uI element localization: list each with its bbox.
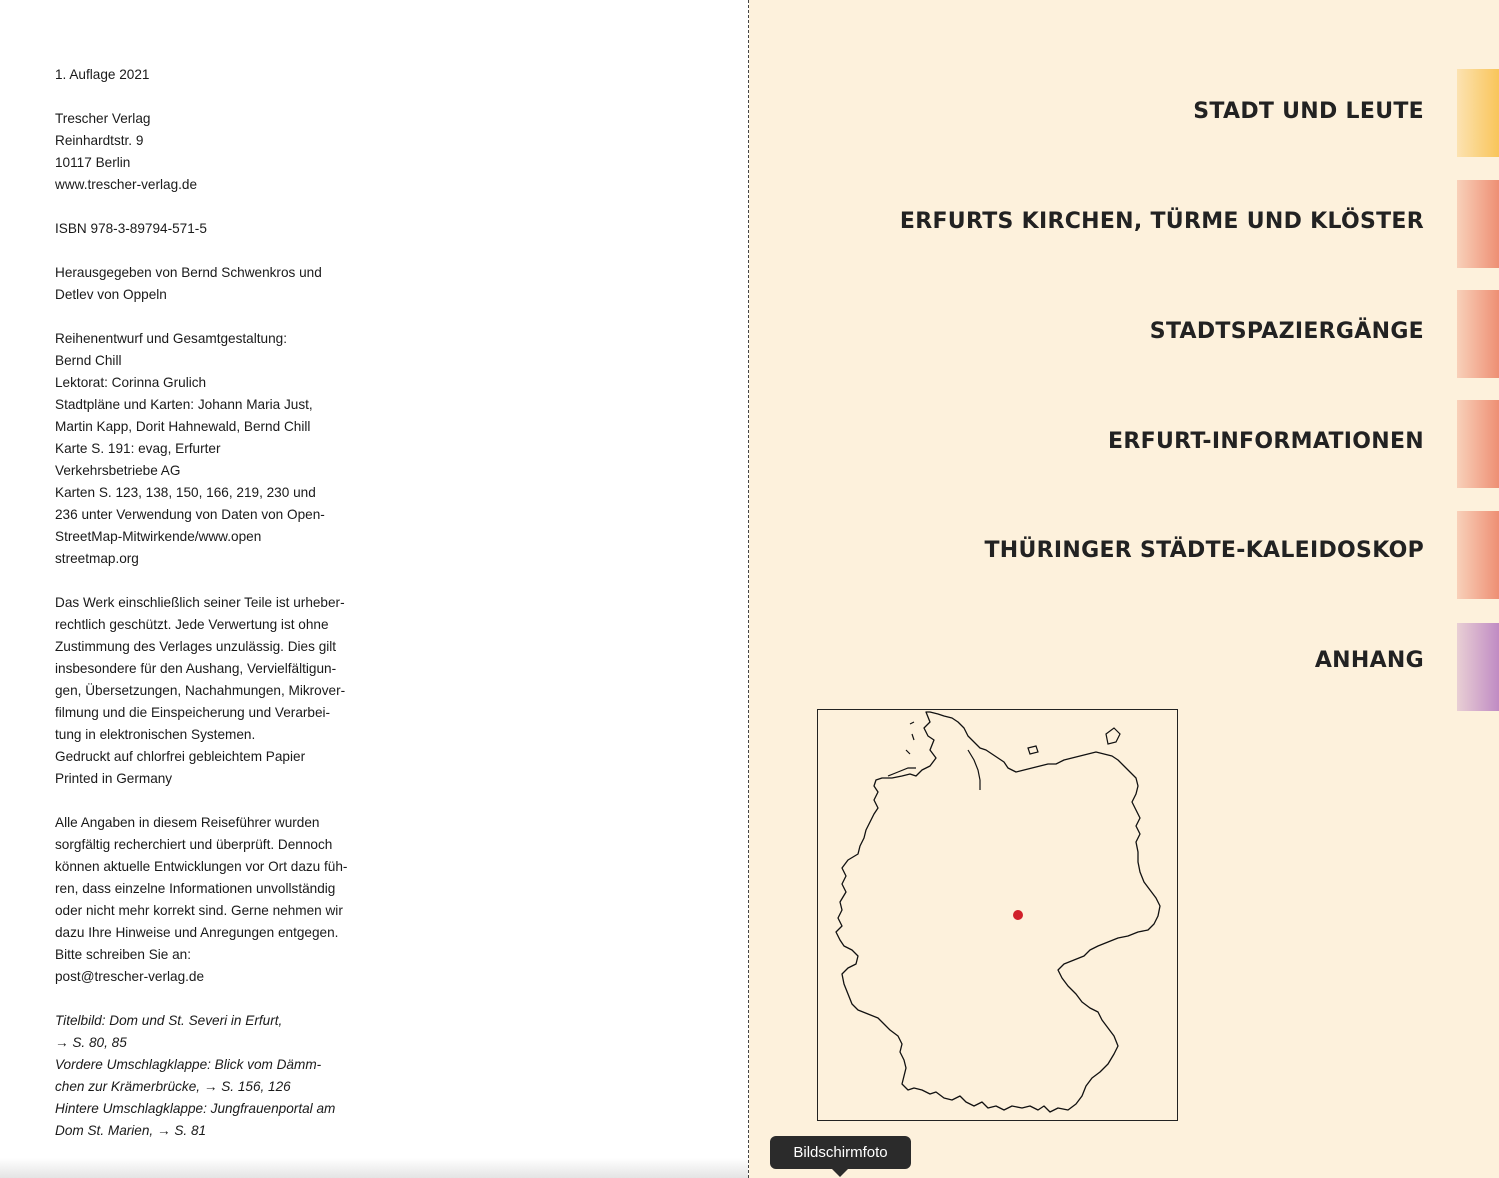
isbn-line: ISBN 978-3-89794-571-5 bbox=[55, 221, 207, 236]
germany-locator-map bbox=[817, 709, 1178, 1121]
credits-line: StreetMap-Mitwirkende/www.open bbox=[55, 529, 262, 544]
publisher-name: Trescher Verlag bbox=[55, 111, 151, 126]
toc-anhang[interactable]: ANHANG bbox=[1314, 648, 1424, 673]
disclaimer-line: Alle Angaben in diesem Reiseführer wurden bbox=[55, 815, 320, 830]
section-tab-kaleidoskop[interactable] bbox=[1457, 511, 1499, 599]
publisher-block bbox=[55, 108, 360, 196]
section-tab-informationen[interactable] bbox=[1457, 400, 1499, 488]
credits-line: Reihenentwurf und Gesamtgestaltung: bbox=[55, 331, 287, 346]
imprint-page bbox=[0, 0, 748, 1178]
publisher-street: Reinhardtstr. 9 bbox=[55, 133, 144, 148]
photo-credit-line: chen zur Krämerbrücke, → S. 156, 126 bbox=[55, 1079, 291, 1094]
copyright-line: rechtlich geschützt. Jede Verwertung ist ohne bbox=[55, 617, 329, 632]
credits-line: Bernd Chill bbox=[55, 353, 122, 368]
photo-credit-line: Hintere Umschlagklappe: Jungfrauenportal am bbox=[55, 1101, 336, 1116]
toc-kirchen-tuerme-kloester[interactable]: ERFURTS KIRCHEN, TÜRME UND KLÖSTER bbox=[899, 209, 1424, 234]
copyright-line: Printed in Germany bbox=[55, 771, 173, 786]
editors-line: Herausgegeben von Bernd Schwenkros und bbox=[55, 265, 322, 280]
toc-staedte-kaleidoskop[interactable]: THÜRINGER STÄDTE-KALEIDOSKOP bbox=[984, 538, 1424, 563]
copyright-line: Gedruckt auf chlorfrei gebleichtem Papier bbox=[55, 749, 306, 764]
section-tab-stadtspaziergaenge[interactable] bbox=[1457, 290, 1499, 378]
page-bottom-shade bbox=[0, 1158, 748, 1178]
photo-credit-line: Dom St. Marien, → S. 81 bbox=[55, 1123, 207, 1138]
credits-line: Karten S. 123, 138, 150, 166, 219, 230 und bbox=[55, 485, 316, 500]
credits-line: Stadtpläne und Karten: Johann Maria Just, bbox=[55, 397, 313, 412]
copyright-line: filmung und die Einspeicherung und Verarbei- bbox=[55, 705, 331, 720]
section-tab-stadt-und-leute[interactable] bbox=[1457, 69, 1499, 157]
disclaimer-line: sorgfältig recherchiert und überprüft. Dennoch bbox=[55, 837, 333, 852]
germany-border bbox=[836, 712, 1160, 1112]
copyright-line: Zustimmung des Verlages unzulässig. Dies gilt bbox=[55, 639, 337, 654]
disclaimer-line: ren, dass einzelne Informationen unvollständig bbox=[55, 881, 336, 896]
erfurt-location-marker bbox=[1013, 910, 1023, 920]
credits-line: Martin Kapp, Dorit Hahnewald, Bernd Chill bbox=[55, 419, 311, 434]
photo-credits-block bbox=[55, 1010, 360, 1142]
copyright-block bbox=[55, 592, 360, 790]
publisher-website: www.trescher-verlag.de bbox=[55, 177, 198, 192]
imprint-text bbox=[55, 64, 360, 1164]
disclaimer-block bbox=[55, 812, 360, 988]
copyright-line: insbesondere für den Aushang, Vervielfältigun- bbox=[55, 661, 337, 676]
edition-line: 1. Auflage 2021 bbox=[55, 67, 150, 82]
credits-line: Verkehrsbetriebe AG bbox=[55, 463, 181, 478]
section-tab-anhang[interactable] bbox=[1457, 623, 1499, 711]
disclaimer-line: dazu Ihre Hinweise und Anregungen entgegen. bbox=[55, 925, 339, 940]
toc-stadt-und-leute[interactable]: STADT UND LEUTE bbox=[1193, 99, 1424, 124]
credits-line: 236 unter Verwendung von Daten von Open- bbox=[55, 507, 325, 522]
tooltip-arrow bbox=[832, 1169, 848, 1177]
toc-erfurt-informationen[interactable]: ERFURT-INFORMATIONEN bbox=[1108, 429, 1424, 454]
baltic-inlet bbox=[968, 750, 980, 790]
publisher-city: 10117 Berlin bbox=[55, 155, 131, 170]
section-tab-kirchen[interactable] bbox=[1457, 180, 1499, 268]
photo-credit-line: Vordere Umschlagklappe: Blick vom Dämm- bbox=[55, 1057, 322, 1072]
toc-stadtspaziergaenge[interactable]: STADTSPAZIERGÄNGE bbox=[1149, 319, 1424, 344]
photo-credit-line: Titelbild: Dom und St. Severi in Erfurt, bbox=[55, 1013, 283, 1028]
disclaimer-line: können aktuelle Entwicklungen vor Ort dazu füh- bbox=[55, 859, 348, 874]
germany-outline-map bbox=[818, 710, 1177, 1120]
screenshot-tooltip: Bildschirmfoto bbox=[770, 1136, 911, 1169]
ruegen-island bbox=[1106, 728, 1120, 744]
credits-line: Karte S. 191: evag, Erfurter bbox=[55, 441, 221, 456]
disclaimer-line: Bitte schreiben Sie an: bbox=[55, 947, 192, 962]
credits-line: Lektorat: Corinna Grulich bbox=[55, 375, 207, 390]
photo-credit-line: → S. 80, 85 bbox=[55, 1035, 127, 1050]
copyright-line: gen, Übersetzungen, Nachahmungen, Mikrover- bbox=[55, 683, 346, 698]
contact-email: post@trescher-verlag.de bbox=[55, 969, 205, 984]
fehmarn-island bbox=[1028, 746, 1038, 754]
editors-block bbox=[55, 262, 360, 306]
copyright-line: Das Werk einschließlich seiner Teile ist urheber- bbox=[55, 595, 345, 610]
disclaimer-line: oder nicht mehr korrekt sind. Gerne nehmen wir bbox=[55, 903, 343, 918]
copyright-line: tung in elektronischen Systemen. bbox=[55, 727, 256, 742]
editors-line: Detlev von Oppeln bbox=[55, 287, 167, 302]
credits-block bbox=[55, 328, 360, 570]
credits-line: streetmap.org bbox=[55, 551, 139, 566]
north-frisian-islands bbox=[906, 722, 914, 754]
